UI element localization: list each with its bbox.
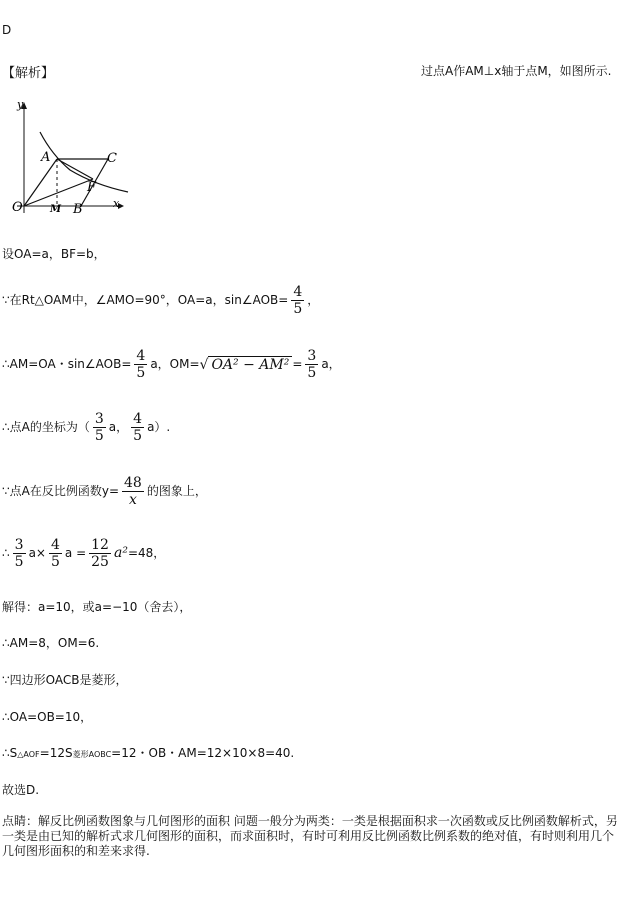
fraction <box>49 537 62 570</box>
text: =12・OB・AM=12×10×8=40. <box>111 746 295 760</box>
line-solve: 解得：a=10，或a=−10（舍去）， <box>2 600 192 614</box>
denominator: x <box>128 492 137 508</box>
text: ， <box>307 293 320 307</box>
segment-AF <box>57 159 93 179</box>
fraction <box>291 284 304 317</box>
text: a，OM= <box>150 357 200 371</box>
geometry-figure <box>0 95 140 220</box>
text: a× <box>28 546 46 560</box>
auxiliary-line-note: 过点A作AM⊥x轴于点M，如图所示. <box>421 64 612 78</box>
line-am-om <box>2 348 341 381</box>
label-x: x <box>113 197 120 210</box>
text: ∵点A在反比例函数y= <box>2 484 120 498</box>
line-oa-ob: ∴OA=OB=10， <box>2 710 93 724</box>
line-area <box>2 744 294 761</box>
text: a， <box>108 420 129 434</box>
line-am-om-values: ∴AM=8，OM=6. <box>2 636 100 650</box>
line-let: 设OA=a，BF=b， <box>2 247 106 261</box>
text: ∴AM=OA・sin∠AOB= <box>2 357 132 371</box>
denominator: 25 <box>91 554 109 570</box>
text: =12S <box>39 746 73 760</box>
text: ∵在Rt△OAM中，∠AMO=90°，OA=a，sin∠AOB= <box>2 293 289 307</box>
fraction <box>89 537 111 570</box>
label-A: A <box>41 150 51 165</box>
subscript: △AOF <box>17 750 40 759</box>
square-root: √ OA² − AM² <box>200 356 293 373</box>
text: ∴S <box>2 746 18 760</box>
label-F: F <box>87 180 97 195</box>
numerator: 4 <box>133 411 143 427</box>
text: =48， <box>127 546 166 560</box>
label-M: M <box>50 204 62 215</box>
denominator: 5 <box>50 554 60 570</box>
fraction <box>122 475 144 508</box>
jiexi-heading: 【解析】 <box>2 66 55 81</box>
subscript: 菱形AOBC <box>72 750 112 759</box>
denominator: 5 <box>14 554 24 570</box>
radicand: OA² − AM² <box>208 356 292 373</box>
numerator: 4 <box>136 348 146 364</box>
denominator: 5 <box>136 365 146 381</box>
text: ∴ <box>2 546 10 560</box>
line-point-a-coords <box>2 411 170 444</box>
numerator: 3 <box>307 348 317 364</box>
text: a， <box>321 357 341 371</box>
denominator: 5 <box>293 301 303 317</box>
line-rhombus: ∵四边形OACB是菱形， <box>2 673 128 687</box>
line-rt-triangle <box>2 284 319 317</box>
denominator: 5 <box>94 428 104 444</box>
label-B: B <box>73 202 83 217</box>
fraction <box>131 411 144 444</box>
fraction <box>13 537 26 570</box>
text: 的图象上， <box>146 484 207 498</box>
fraction <box>305 348 318 381</box>
text: ∴点A的坐标为（ <box>2 420 90 434</box>
fraction <box>134 348 147 381</box>
line-equation <box>2 537 165 570</box>
label-C: C <box>107 151 117 166</box>
numerator: 4 <box>50 537 60 553</box>
fraction <box>93 411 106 444</box>
line-on-hyperbola <box>2 475 207 508</box>
numerator: 3 <box>14 537 24 553</box>
text: a）. <box>147 420 171 434</box>
numerator: 4 <box>293 284 303 300</box>
a-squared: a² <box>113 545 128 561</box>
denominator: 5 <box>307 365 317 381</box>
numerator: 3 <box>94 411 104 427</box>
label-y: y <box>17 98 24 111</box>
denominator: 5 <box>133 428 143 444</box>
text: = <box>292 357 303 371</box>
label-O: O <box>12 200 23 215</box>
answer-letter: D <box>2 23 12 37</box>
tip-comment: 点睛：解反比例函数图象与几何图形的面积 问题一般分为两类：一类是根据面积求一次函数或反比例函数解析式，另一类是由已知的解析式求几何图形的面积，而求面积时，有时可利用反比例函数比例系数的绝对值，有时则利用几个几何图形面积的和差来求得. <box>2 814 618 858</box>
line-choose-d: 故选D. <box>2 783 40 797</box>
numerator: 48 <box>124 475 142 491</box>
numerator: 12 <box>91 537 109 553</box>
text: a = <box>64 546 87 560</box>
